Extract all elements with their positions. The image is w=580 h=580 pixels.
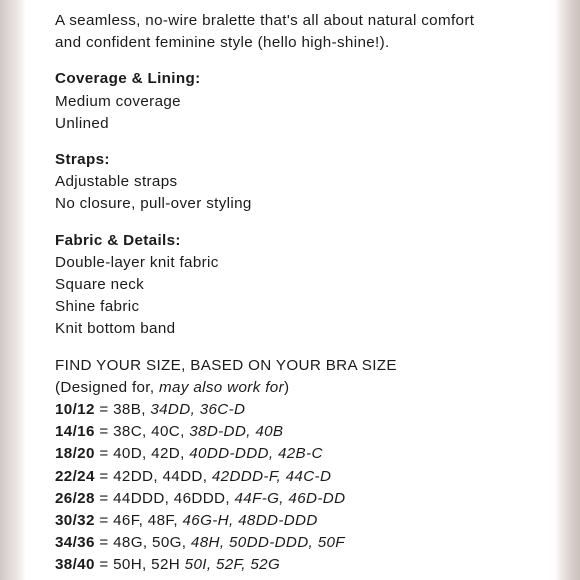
may-also-work-for: 40DD-DDD, 42B-C (189, 445, 323, 463)
section-heading: Straps: (55, 151, 110, 169)
description-content (55, 10, 550, 577)
size-row (55, 510, 550, 532)
size-code: 18/20 (55, 445, 95, 463)
designed-for: = 50H, 52H (94, 556, 185, 574)
size-code: 10/12 (55, 401, 95, 419)
designed-for: = 44DDD, 46DDD, (94, 489, 235, 507)
section-item: Unlined (55, 114, 109, 132)
size-row (55, 421, 550, 443)
size-row (55, 488, 550, 510)
intro-line: A seamless, no-wire bralette that's all about natural comfort (55, 12, 475, 29)
section-item: Double-layer knit fabric (55, 253, 219, 271)
note-close: ) (283, 378, 290, 396)
section-item: Medium coverage (55, 92, 181, 110)
section-fabric-details (55, 230, 550, 341)
designed-for: = 38C, 40C, (94, 423, 190, 441)
may-also-work-for: 50I, 52F, 52G (184, 556, 281, 574)
intro-line: and confident feminine style (hello high-shine!). (55, 34, 390, 52)
section-item: No closure, pull-over styling (55, 195, 252, 213)
section-heading: Coverage & Lining: (55, 70, 201, 88)
may-also-work-for: 38D-DD, 40B (189, 423, 284, 441)
designed-for: = 38B, (94, 401, 151, 419)
section-heading: Fabric & Details: (55, 231, 181, 249)
size-row (55, 532, 550, 554)
may-also-work-for: 42DDD-F, 44C-D (211, 467, 332, 485)
size-code: 22/24 (55, 467, 95, 485)
section-coverage-lining (55, 68, 550, 135)
section-item: Square neck (55, 276, 145, 294)
section-straps (55, 149, 550, 216)
size-row (55, 466, 550, 488)
product-description-page (26, 0, 554, 580)
designed-for: = 42DD, 44DD, (94, 467, 212, 485)
size-code: 26/28 (55, 489, 95, 507)
note-open: (Designed for, (55, 378, 160, 396)
section-item: Shine fabric (55, 298, 140, 316)
designed-for: = 40D, 42D, (94, 445, 190, 463)
may-also-work-for: 46G-H, 48DD-DDD (182, 512, 318, 530)
size-row (55, 554, 550, 576)
size-guide-note (55, 377, 550, 399)
designed-for: = 46F, 48F, (94, 512, 183, 530)
size-code: 38/40 (55, 556, 95, 574)
section-item: Adjustable straps (55, 173, 178, 191)
size-guide-title: FIND YOUR SIZE, BASED ON YOUR BRA SIZE (55, 356, 397, 374)
size-code: 34/36 (55, 534, 95, 552)
may-also-work-for: 44F-G, 46D-DD (234, 489, 346, 507)
size-row (55, 443, 550, 465)
designed-for: = 48G, 50G, (94, 534, 191, 552)
intro-paragraph (55, 10, 550, 54)
may-also-work-for: 48H, 50DD-DDD, 50F (190, 534, 345, 552)
note-italic: may also work for (159, 378, 284, 396)
may-also-work-for: 34DD, 36C-D (150, 401, 246, 419)
section-item: Knit bottom band (55, 320, 176, 338)
size-row (55, 399, 550, 421)
size-code: 30/32 (55, 512, 95, 530)
size-code: 14/16 (55, 423, 95, 441)
size-guide (55, 355, 550, 577)
